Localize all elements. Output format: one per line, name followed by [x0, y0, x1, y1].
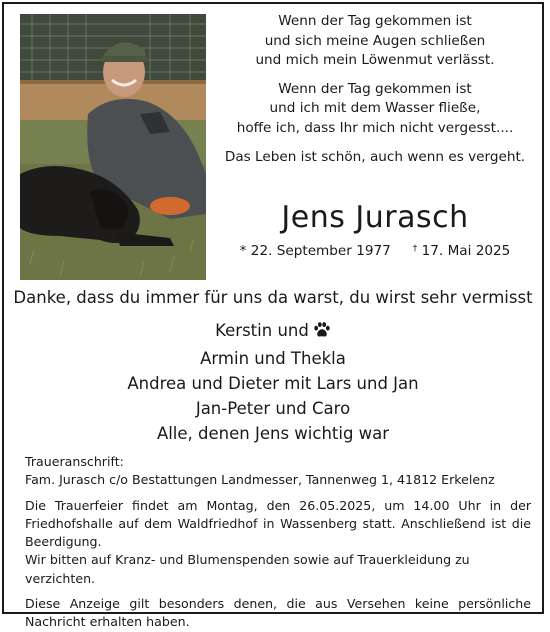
deceased-name: Jens Jurasch: [281, 200, 469, 235]
death-date: 17. Mai 2025: [421, 243, 511, 259]
mourner-line: [10, 318, 536, 346]
thanks-line: Danke, dass du immer für uns da warst, du wirst sehr vermisst: [13, 288, 533, 307]
apology-text: Diese Anzeige gilt besonders denen, die aus Versehen keine persönliche Nachricht erhalten haben.: [25, 596, 531, 630]
funeral-info: [25, 453, 531, 632]
mourner-line: Andrea und Dieter mit Lars und Jan: [127, 374, 419, 393]
birth-symbol: *: [239, 243, 247, 259]
address-label: Traueranschrift:: [25, 454, 124, 469]
poem-line: hoffe ich, dass Ihr mich nicht vergesst....: [236, 119, 514, 136]
poem-line: und ich mit dem Wasser fließe,: [269, 100, 481, 116]
paw-print-icon: [313, 321, 331, 346]
mourner-line: Armin und Thekla: [200, 349, 346, 368]
birth-date: 22. September 1977: [250, 243, 391, 259]
poem: [222, 12, 528, 168]
mourner-line: Alle, denen Jens wichtig war: [156, 424, 390, 443]
mourners-list: [10, 318, 536, 446]
mourner-line: Jan-Peter und Caro: [195, 399, 351, 418]
flowers-text: Wir bitten auf Kranz- und Blumenspenden sowie auf Trauerkleidung zu verzichten.: [25, 552, 470, 586]
poem-line: Wenn der Tag gekommen ist: [278, 13, 472, 29]
poem-line: und sich meine Augen schließen: [264, 32, 486, 49]
poem-line: Wenn der Tag gekommen ist: [278, 80, 472, 97]
address-value: Fam. Jurasch c/o Bestattungen Landmesser, Tannenweg 1, 41812 Erkelenz: [25, 472, 495, 488]
motto: Das Leben ist schön, auch wenn es vergeht.: [224, 149, 526, 165]
mourner-name: Kerstin und: [215, 321, 309, 340]
life-dates: [222, 243, 528, 259]
ceremony-text: Die Trauerfeier findet am Montag, den 26.05.2025, um 14.00 Uhr in der Friedhofshalle auf dem Waldfriedhof in Wassenberg statt. Anschließend ist die Beerdigung.: [25, 497, 531, 550]
portrait-photo: [20, 14, 206, 280]
death-symbol: †: [412, 244, 418, 254]
poem-line: und mich mein Löwenmut verlässt.: [255, 52, 495, 68]
